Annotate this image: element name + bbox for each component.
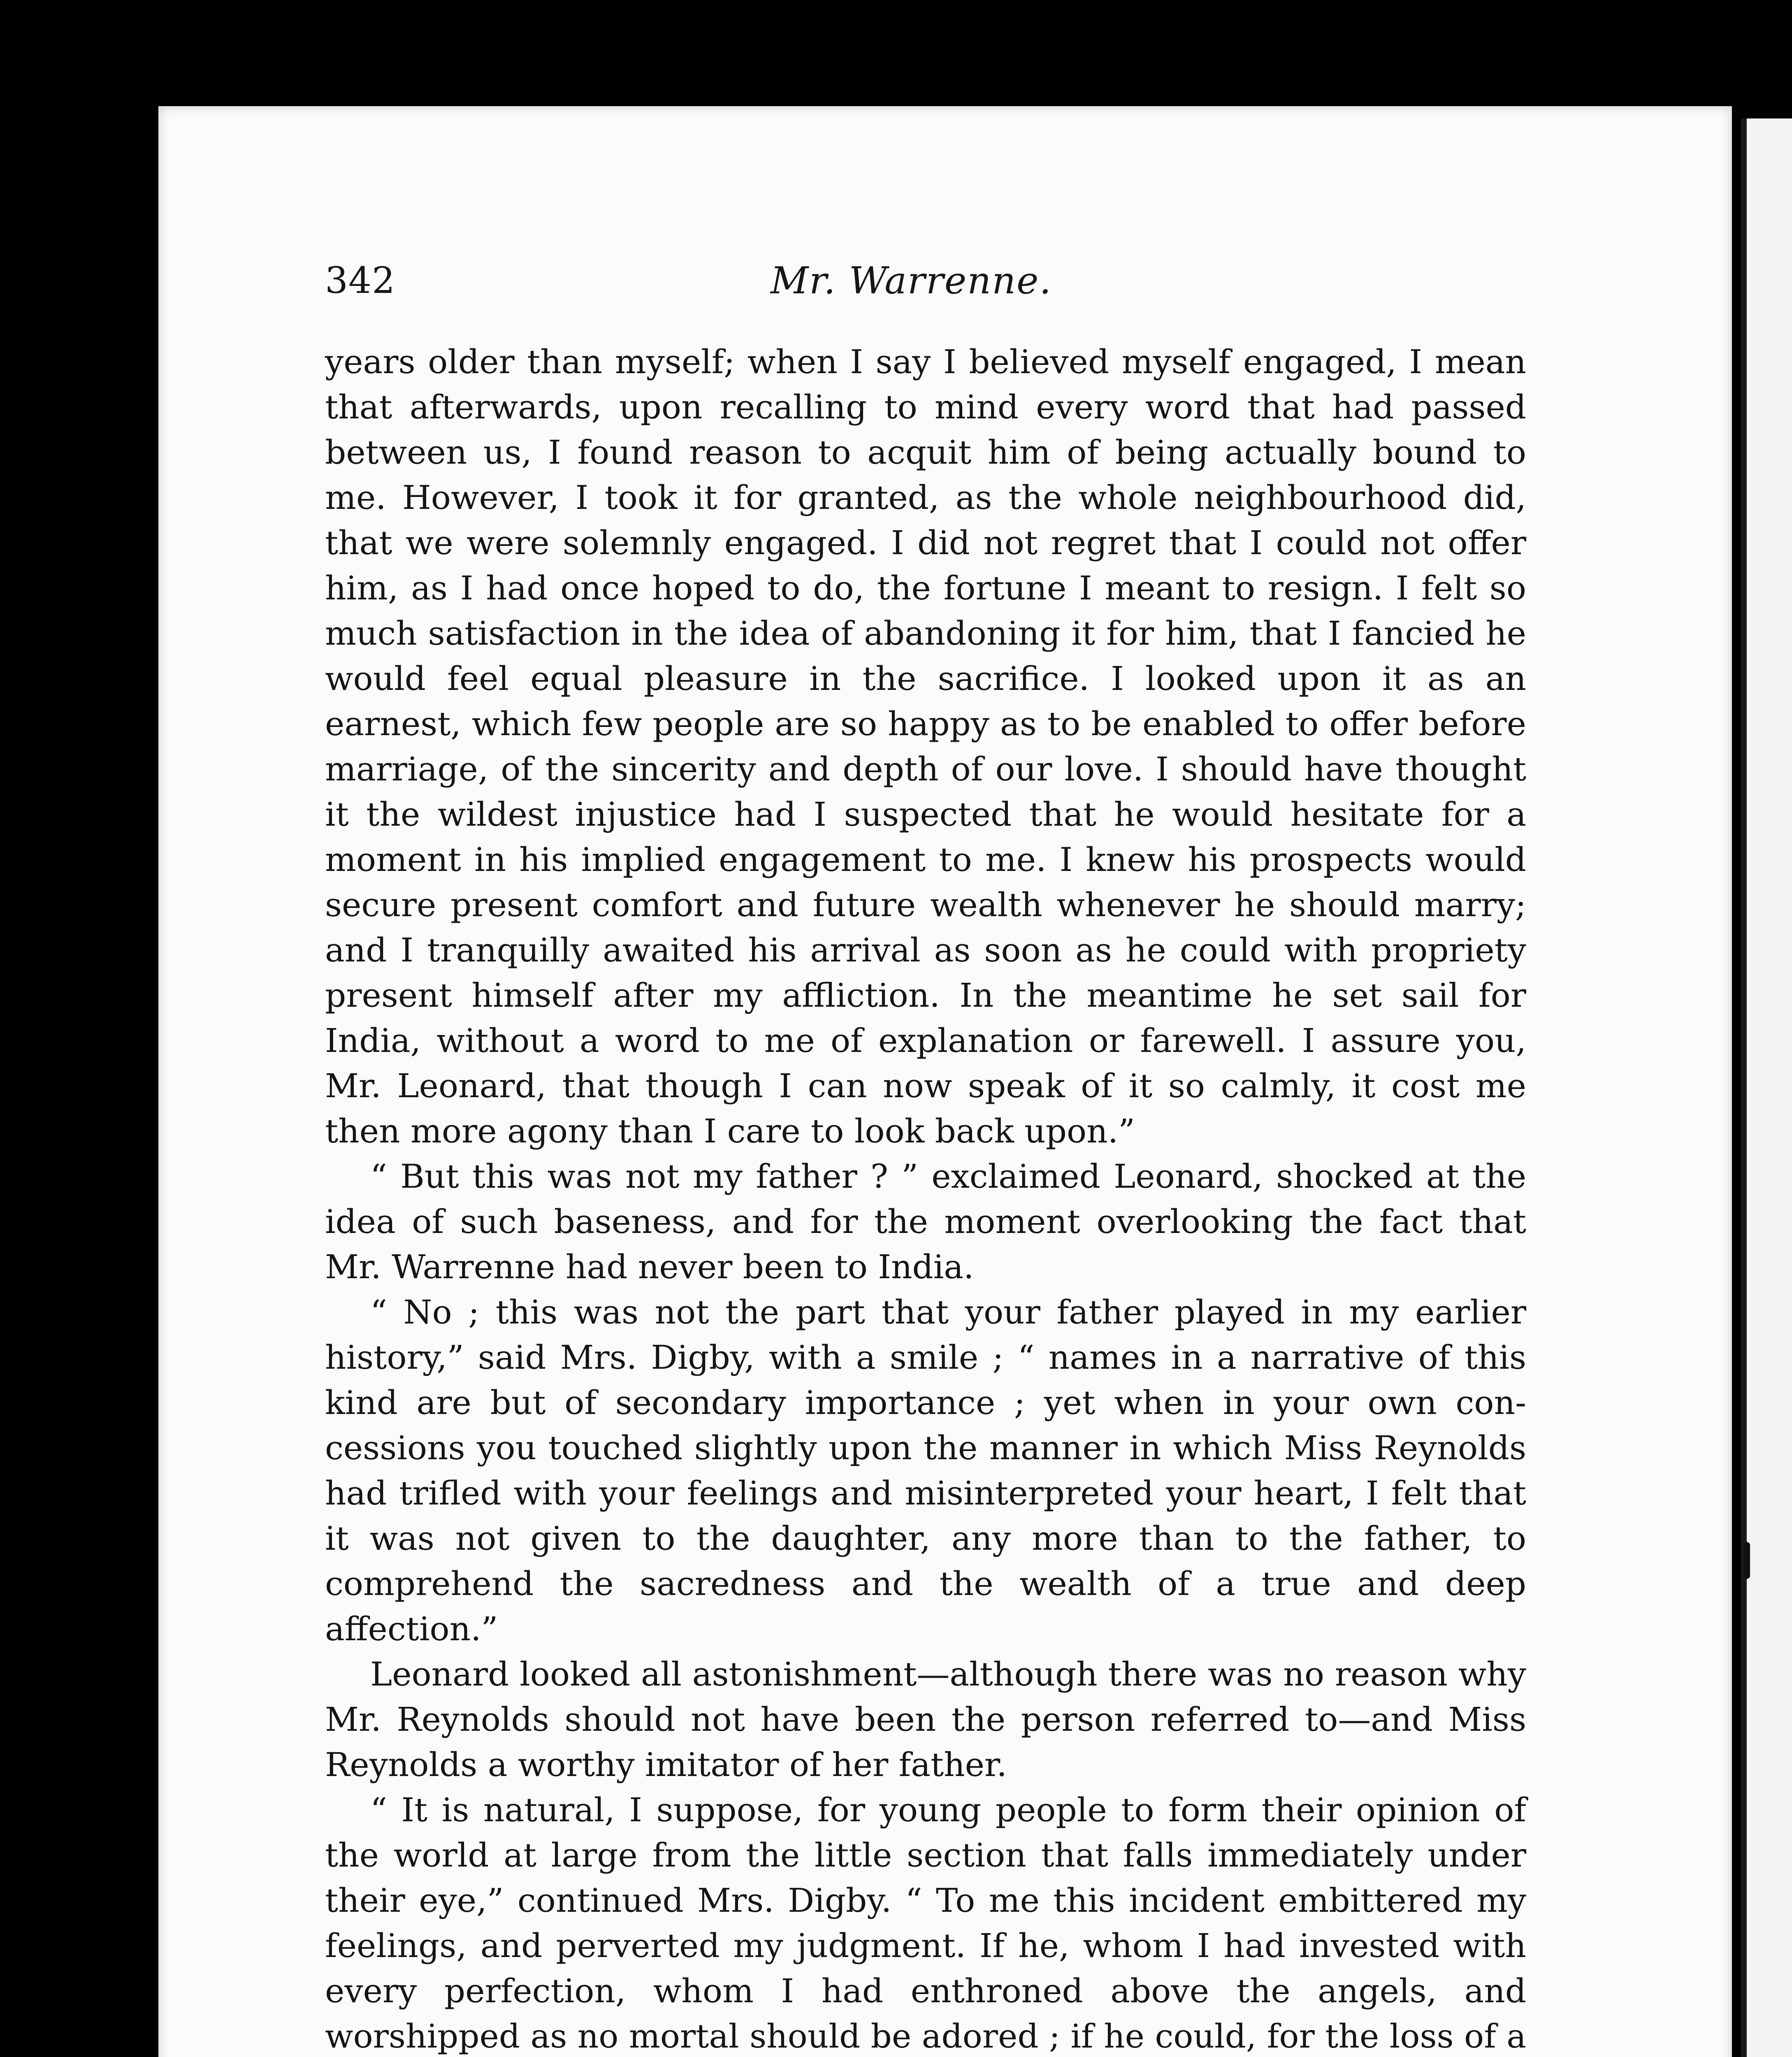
- paragraph: “ It is natural, I suppose, for young people to form their opinion of the world at large from the little section that falls immediately under their eye,” continued Mrs. Digby. “ To me this incident embittered my feelings, and perverted my judgment. If he, whom I had invested with every perfection, whom I had enthroned above the angels, and worshipped as no mortal should be adored ; if he could, for the loss of a: [325, 1791, 1526, 2055]
- body-text: [325, 339, 1526, 2057]
- page-number: 342: [325, 259, 395, 302]
- paragraph: “ But this was not my father ? ” exclaimed Leonard, shocked at the idea of such baseness, and for the moment overlooking the fact that Mr. Warrenne had never been to India.: [325, 1157, 1526, 1286]
- paragraph: Leonard looked all astonishment—although there was no reason why Mr. Reynolds should not have been the person referred to—and Miss Reynolds a worthy imitator of her father.: [325, 1655, 1526, 1784]
- paragraph: years older than myself; when I say I believed myself engaged, I mean that afterwards, upon recalling to mind every word that had passed between us, I found reason to acquit him of being actually bound to me. However, I took it for granted, as the whole neighbourhood did, that we were solemnly engaged. I did not regret that I could not offer him, as I had once hoped to do, the fortune I meant to resign. I felt so much satisfaction in the idea of abandoning it for him, that I fancied he would feel equal pleasure in the sacrifice. I looked upon it as an earnest, which few people are so happy as to be enabled to offer before marriage, of the sincerity and depth of our love. I should have thought it the wildest injustice had I suspected that he would hesitate for a moment in his implied engagement to me. I knew his prospects would secure present comfort and future wealth whenever he should marry; and I tranquilly awaited his arrival as soon as he could with propriety present himself after my affliction. In the meantime he set sail for India, without a word to me of explanation or farewell. I assure you, Mr. Leonard, that though I can now speak of it so calmly, it cost me then more agony than I care to look back upon.”: [325, 343, 1526, 1150]
- paragraph: “ No ; this was not the part that your father played in my earlier history,” said Mrs. Digby, with a smile ; “ names in a narrative of this kind are but of secondary importance ; yet when in your own concessions you touched slightly upon the manner in which Miss Reynolds had trifled with your feelings and misinterpreted your heart, I felt that it was not given to the daughter, any more than to the father, to comprehend the sacredness and the wealth of a true and deep affection.”: [325, 1293, 1526, 1648]
- adjacent-page-edge: [1741, 118, 1792, 2057]
- binding-mark: [1743, 1542, 1750, 1579]
- running-head: [325, 259, 1497, 321]
- running-title: Mr. Warrenne.: [771, 259, 1052, 302]
